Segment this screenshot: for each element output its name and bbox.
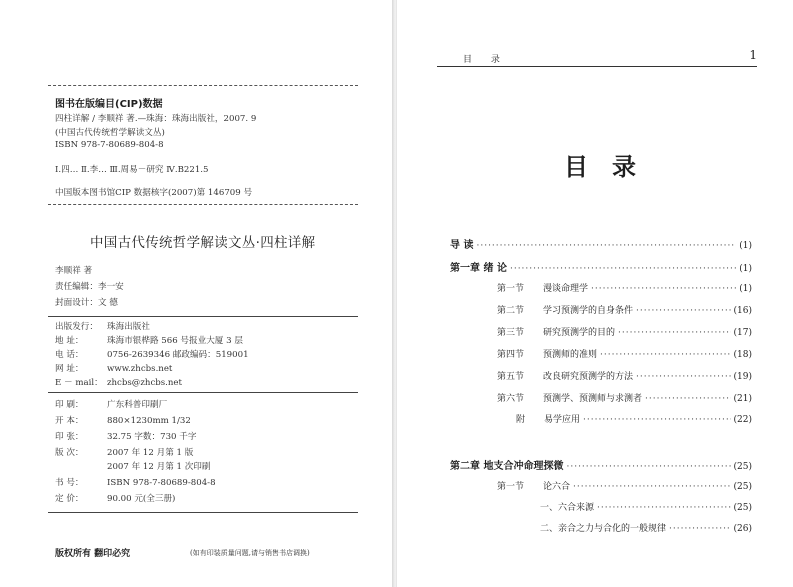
toc-section-number: 附 bbox=[516, 415, 526, 425]
toc-entry-page: (21) bbox=[733, 394, 752, 404]
toc-entry[interactable] bbox=[497, 391, 752, 405]
toc-entry-page: (17) bbox=[733, 328, 752, 338]
copyright-page bbox=[0, 0, 393, 587]
rights-statement: 版权所有 翻印必究 bbox=[55, 549, 131, 559]
publisher-value: 0756-2639346 邮政编码：519001 bbox=[107, 350, 249, 360]
toc-entry[interactable] bbox=[497, 479, 752, 493]
spec-value: 90.00 元(全三册) bbox=[107, 494, 176, 504]
publisher-value: 珠海出版社 bbox=[107, 322, 150, 332]
toc-entry-label: 一、六合来源 bbox=[540, 503, 595, 513]
running-head-label: 目 录 bbox=[463, 55, 508, 65]
toc-section-number: 第一节 bbox=[497, 482, 525, 492]
leader-dots bbox=[636, 306, 731, 316]
spec-value: ISBN 978-7-80689-804-8 bbox=[107, 478, 216, 488]
spec-value: 32.75 字数：730 千字 bbox=[107, 432, 197, 442]
running-head bbox=[437, 50, 757, 67]
toc-entry-page: (19) bbox=[733, 372, 752, 382]
toc-entry-page: (25) bbox=[733, 482, 752, 492]
spec-row bbox=[55, 476, 216, 488]
cip-line: ISBN 978-7-80689-804-8 bbox=[55, 140, 164, 150]
spec-key: 印 张： bbox=[55, 432, 84, 442]
toc-section-number: 第五节 bbox=[497, 372, 525, 382]
page-number: 1 bbox=[749, 48, 757, 62]
cip-line: 中国版本图书馆CIP 数据核字(2007)第 146709 号 bbox=[55, 188, 253, 198]
publisher-key: 出版发行： bbox=[55, 322, 98, 332]
toc-entry-page: (1) bbox=[739, 264, 752, 274]
solid-divider bbox=[48, 316, 358, 317]
toc-entry-label: 漫谈命理学 bbox=[543, 284, 589, 294]
toc-section-number: 第六节 bbox=[497, 394, 525, 404]
publisher-key: 地 址： bbox=[55, 336, 84, 346]
spec-value: 880×1230mm 1/32 bbox=[107, 416, 191, 426]
toc-entry[interactable] bbox=[450, 457, 752, 471]
cip-line: Ⅰ.四… Ⅱ.李… Ⅲ.周易－研究 Ⅳ.B221.5 bbox=[55, 165, 209, 175]
spec-row bbox=[55, 460, 211, 472]
publisher-key: 网 址： bbox=[55, 364, 84, 374]
toc-entry-page: (16) bbox=[733, 306, 752, 316]
toc-entry-label: 第一章 绪 论 bbox=[450, 263, 507, 274]
toc-section-number: 第三节 bbox=[497, 328, 525, 338]
solid-divider bbox=[48, 392, 358, 393]
toc-entry-page: (1) bbox=[739, 241, 752, 251]
cover-design-credit: 封面设计：文 德 bbox=[55, 298, 118, 308]
spec-key: 版 次： bbox=[55, 448, 84, 458]
toc-section-number: 第一节 bbox=[497, 284, 525, 294]
publisher-row bbox=[55, 334, 243, 346]
cip-heading: 图书在版编目(CIP)数据 bbox=[55, 99, 163, 110]
spec-value: 2007 年 12 月第 1 版 bbox=[107, 448, 194, 458]
spec-key: 书 号： bbox=[55, 478, 84, 488]
publisher-value: 珠海市银桦路 566 号报业大厦 3 层 bbox=[107, 336, 243, 346]
toc-entry[interactable] bbox=[497, 325, 752, 339]
leader-dots bbox=[636, 372, 731, 382]
editor-credit: 责任编辑：李一安 bbox=[55, 282, 124, 292]
leader-dots bbox=[597, 503, 731, 513]
spec-row bbox=[55, 492, 175, 504]
toc-entry-page: (25) bbox=[733, 462, 752, 472]
quality-notice: (如有印装质量问题,请与销售书店调换) bbox=[190, 549, 310, 557]
toc-entry-label: 改良研究预测学的方法 bbox=[543, 372, 634, 382]
spec-key: 开 本： bbox=[55, 416, 84, 426]
spec-row bbox=[55, 446, 193, 458]
toc-section-number: 第二节 bbox=[497, 306, 525, 316]
spec-key: 定 价： bbox=[55, 494, 84, 504]
toc-entry-label: 二、亲合之力与合化的一般规律 bbox=[540, 524, 667, 534]
leader-dots bbox=[510, 264, 736, 274]
dashed-divider bbox=[48, 204, 358, 205]
book-title: 中国古代传统哲学解读文丛·四柱详解 bbox=[90, 235, 316, 251]
toc-entry-label: 论六合 bbox=[543, 482, 571, 492]
publisher-value: www.zhcbs.net bbox=[107, 364, 173, 374]
toc-entry-label: 导 读 bbox=[450, 240, 474, 251]
author-credit: 李顺祥 著 bbox=[55, 266, 93, 276]
dashed-divider bbox=[48, 85, 358, 86]
leader-dots bbox=[600, 350, 731, 360]
toc-entry-page: (18) bbox=[733, 350, 752, 360]
publisher-row bbox=[55, 320, 150, 332]
toc-entry-page: (26) bbox=[733, 524, 752, 534]
leader-dots bbox=[476, 241, 736, 251]
toc-entry[interactable] bbox=[497, 303, 752, 317]
leader-dots bbox=[618, 328, 731, 338]
publisher-value: zhcbs@zhcbs.net bbox=[107, 378, 182, 388]
leader-dots bbox=[669, 524, 731, 534]
toc-entry[interactable] bbox=[450, 236, 752, 250]
toc-entry-page: (1) bbox=[739, 284, 752, 294]
toc-section-number: 第四节 bbox=[497, 350, 525, 360]
spec-row bbox=[55, 414, 191, 426]
spec-row bbox=[55, 430, 196, 442]
spec-key: 印 刷： bbox=[55, 400, 84, 410]
leader-dots bbox=[583, 415, 731, 425]
leader-dots bbox=[645, 394, 731, 404]
cip-line: 四柱详解 / 李顺祥 著.—珠海：珠海出版社，2007. 9 bbox=[55, 114, 257, 124]
toc-entry-label: 预测学、预测师与求测者 bbox=[543, 394, 643, 404]
toc-entry-page: (22) bbox=[733, 415, 752, 425]
publisher-row bbox=[55, 348, 249, 360]
toc-entry[interactable] bbox=[497, 281, 752, 295]
publisher-key: 电 话： bbox=[55, 350, 84, 360]
toc-entry[interactable] bbox=[497, 347, 752, 361]
publisher-key: E － mail： bbox=[55, 378, 103, 388]
leader-dots bbox=[573, 482, 731, 492]
toc-entry-label: 学习预测学的自身条件 bbox=[543, 306, 634, 316]
spec-value: 广东科普印刷厂 bbox=[107, 400, 168, 410]
toc-entry-label: 第二章 地支合冲命理探微 bbox=[450, 461, 564, 472]
toc-title: 目录 bbox=[564, 153, 660, 181]
toc-entry[interactable] bbox=[497, 369, 752, 383]
toc-entry-page: (25) bbox=[733, 503, 752, 513]
cip-line: (中国古代传统哲学解读文丛) bbox=[55, 128, 165, 138]
toc-entry-label: 预测师的准则 bbox=[543, 350, 598, 360]
toc-entry[interactable] bbox=[540, 521, 752, 535]
spec-value: 2007 年 12 月第 1 次印刷 bbox=[107, 462, 211, 472]
leader-dots bbox=[591, 284, 736, 294]
publisher-row bbox=[55, 362, 172, 374]
toc-entry[interactable] bbox=[450, 259, 752, 273]
leader-dots bbox=[566, 462, 730, 472]
solid-divider bbox=[48, 512, 358, 513]
toc-page bbox=[397, 0, 793, 587]
publisher-row bbox=[55, 376, 182, 388]
toc-entry[interactable] bbox=[540, 500, 752, 514]
spec-row bbox=[55, 398, 167, 410]
toc-entry-label: 研究预测学的目的 bbox=[543, 328, 616, 338]
toc-entry[interactable] bbox=[516, 412, 752, 426]
toc-entry-label: 易学应用 bbox=[544, 415, 581, 425]
